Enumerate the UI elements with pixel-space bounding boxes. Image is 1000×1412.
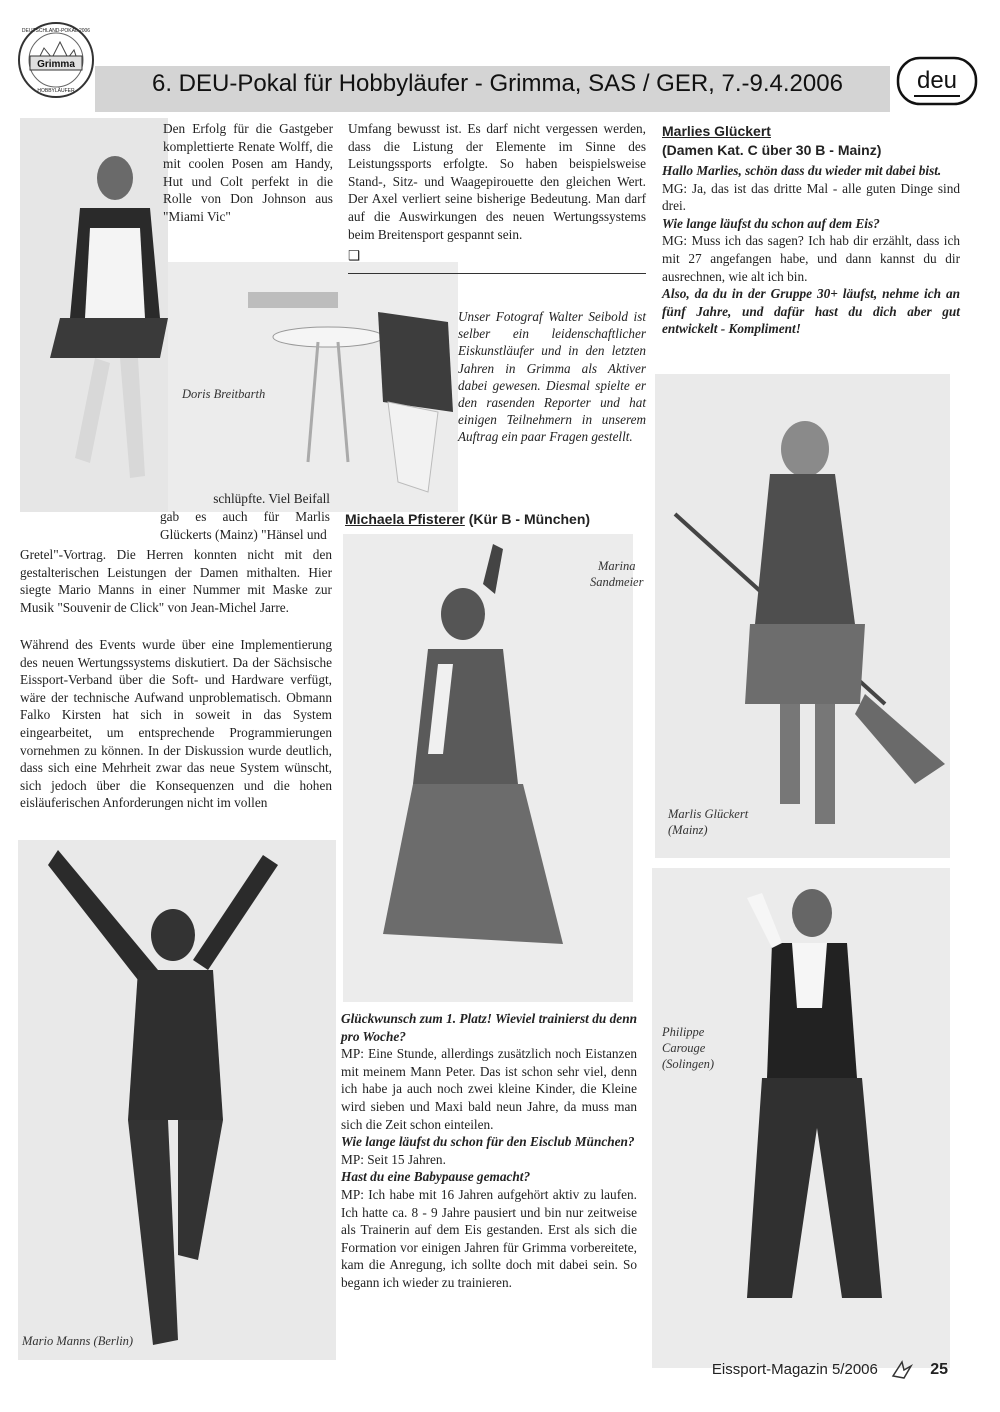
marlies-name: Marlies Glückert	[662, 123, 771, 139]
grimma-cup-badge	[16, 20, 96, 100]
caption-marina	[590, 558, 643, 590]
caption-marlis-line2: (Mainz)	[668, 823, 708, 837]
page-title: 6. DEU-Pokal für Hobbyläufer - Grimma, SAS / GER, 7.-9.4.2006	[152, 70, 843, 97]
caption-marlis	[668, 806, 748, 838]
photo-philippe-carouge	[652, 868, 950, 1368]
interview-category: (Kür B - München)	[464, 511, 591, 527]
bird-icon	[890, 1358, 914, 1382]
badge-bottom-text: HOBBYLÄUFER	[37, 88, 75, 94]
col1-para1-b: gab es auch für Marlis Glückerts (Mainz) "Hänsel und	[160, 509, 330, 542]
caption-marlis-line1: Marlis Glückert	[668, 807, 749, 821]
caption-marina-line1: Marina	[597, 559, 636, 573]
badge-center-text: Grimma	[37, 59, 75, 70]
end-mark: ❑	[348, 248, 360, 263]
marlies-a2: MG: Muss ich das sagen? Ich hab dir erzählt, dass ich mit 27 angefangen habe, und dann kannst du dir ausrechnen, wie alt ich bin.	[662, 233, 960, 284]
marlies-q3: Also, da du in der Gruppe 30+ läufst, nehme ich an fünf Jahre, und dafür hast du dich aber gut entwickelt - Kompliment!	[662, 286, 960, 337]
col1-para1-c: Gretel"-Vortrag. Die Herren konnten nicht mit den gestalterischen Leistungen der Damen mithalten. Hier siegte Mario Manns in einer Nummer mit Maske zur Musik "Souvenir de Click" von Jean-Michel Jarre.	[20, 547, 332, 615]
photo-doris-breitbarth	[20, 118, 168, 512]
photo-mario-manns	[18, 840, 336, 1360]
col1-intro: Den Erfolg für die Gastgeber komplettierte Renate Wolff, die mit coolen Posen am Handy, Hut und Colt perfekt in die Rolle von Don Johnson aus "Miami Vic"	[163, 121, 333, 224]
interview-name: Michaela Pfisterer	[345, 511, 465, 527]
photo-marlis-glueckert	[655, 374, 950, 858]
michaela-interview	[341, 1010, 637, 1292]
divider-rule	[348, 273, 646, 274]
page-number: 25	[930, 1360, 948, 1378]
marlies-category: (Damen Kat. C über 30 B - Mainz)	[662, 142, 882, 158]
caption-philippe-line2: Carouge	[662, 1041, 706, 1055]
marlies-a1: MG: Ja, das ist das dritte Mal - alle guten Dinge sind drei.	[662, 180, 960, 214]
footer-magazine: Eissport-Magazin 5/2006	[711, 1360, 878, 1378]
marlies-q1: Hallo Marlies, schön dass du wieder mit dabei bist.	[662, 163, 942, 178]
deu-logo-text: deu	[916, 67, 958, 94]
badge-top-text: DEUTSCHLAND-POKAL 2006	[21, 28, 91, 34]
caption-philippe-line1: Philippe	[662, 1025, 705, 1039]
michaela-q2: Wie lange läufst du schon für den Eisclub München?	[341, 1134, 635, 1150]
col2-para1: Umfang bewusst ist. Es darf nicht vergessen werden, dass die Listung der Elemente im Sinne des Leistungssports erfolgte. So haben beispielsweise Stand-, Sitz- und Waagepirouette den gleichen Wert. Der Axel verliert seine bisherige Bedeutung. Man darf auf die Auswirkungen des neuen Wertungssystems beim Breitensport gespannt sein.	[348, 121, 646, 242]
col1-para2: Während des Events wurde über eine Implementierung des neuen Wertungssystems diskutiert. Da der Sächsische Eissport-Verband über die Soft- und Hardware verfügt, wäre der technische Aufwand unproblematisch. Obmann Falko Kirsten hat sich in soweit in das System eingearbeitet, um entsprechende Programmierungen vornehmen zu können. In der Diskussion wurde deutlich, dass sich eine Mehrheit zwar das neue System wünscht, sich jedoch über die Konsequenzen und die hohen eisläuferischen Anforderungen nicht im vollen	[20, 637, 332, 811]
col1-para1-a: schlüpfte. Viel Beifall	[213, 491, 330, 506]
michaela-a3: MP: Ich habe mit 16 Jahren aufgehört aktiv zu laufen. Ich hatte ca. 8 - 9 Jahre pausiert und bin nur zeitweise als Trainerin auf dem Eis gestanden. Erst als sich die Formation vor einigen Jahren für Grimma vorbereitete, kam die Anregung, ich sollte doch mit dabei sein. So begann ich wieder zu trainieren.	[341, 1186, 637, 1290]
page-footer	[712, 1358, 948, 1382]
michaela-a1: MP: Eine Stunde, allerdings zusätzlich noch Eistanzen mit meinem Mann Peter. Das ist schon sehr viel, denn ich habe ja auch noch zwei kleine Kinder, die Kleine wird sieben und Maxi bald neun Jahre, da muss man sich die Zeit schon einteilen.	[341, 1046, 637, 1132]
caption-mario: Mario Manns (Berlin)	[22, 1334, 134, 1348]
marlies-interview	[662, 162, 960, 338]
marlies-q2: Wie lange läufst du schon auf dem Eis?	[662, 215, 880, 231]
caption-marina-line2: Sandmeier	[590, 575, 644, 589]
caption-doris: Doris Breitbarth	[182, 387, 266, 401]
interview-heading-marlies	[662, 122, 962, 160]
michaela-q3: Hast du eine Babypause gemacht?	[341, 1169, 531, 1185]
michaela-a2: MP: Seit 15 Jahren.	[341, 1151, 446, 1167]
michaela-q1: Glückwunsch zum 1. Platz! Wieviel trainierst du denn pro Woche?	[341, 1011, 637, 1044]
interview-heading-michaela	[345, 510, 590, 529]
photographer-note: Unser Fotograf Walter Seibold ist selber ein leidenschaftlicher Eiskunstläufer und in den letzten Jahren in Grimma als Aktiver dabei gewesen. Diesmal spielte er den rasenden Reporter und hat einigen Teilnehmern in unserem Auftrag ein paar Fragen gestellt.	[458, 309, 646, 445]
caption-philippe	[662, 1024, 714, 1072]
deu-logo	[896, 56, 978, 106]
caption-philippe-line3: (Solingen)	[662, 1057, 715, 1071]
photo-michaela-pfisterer	[343, 534, 633, 1002]
